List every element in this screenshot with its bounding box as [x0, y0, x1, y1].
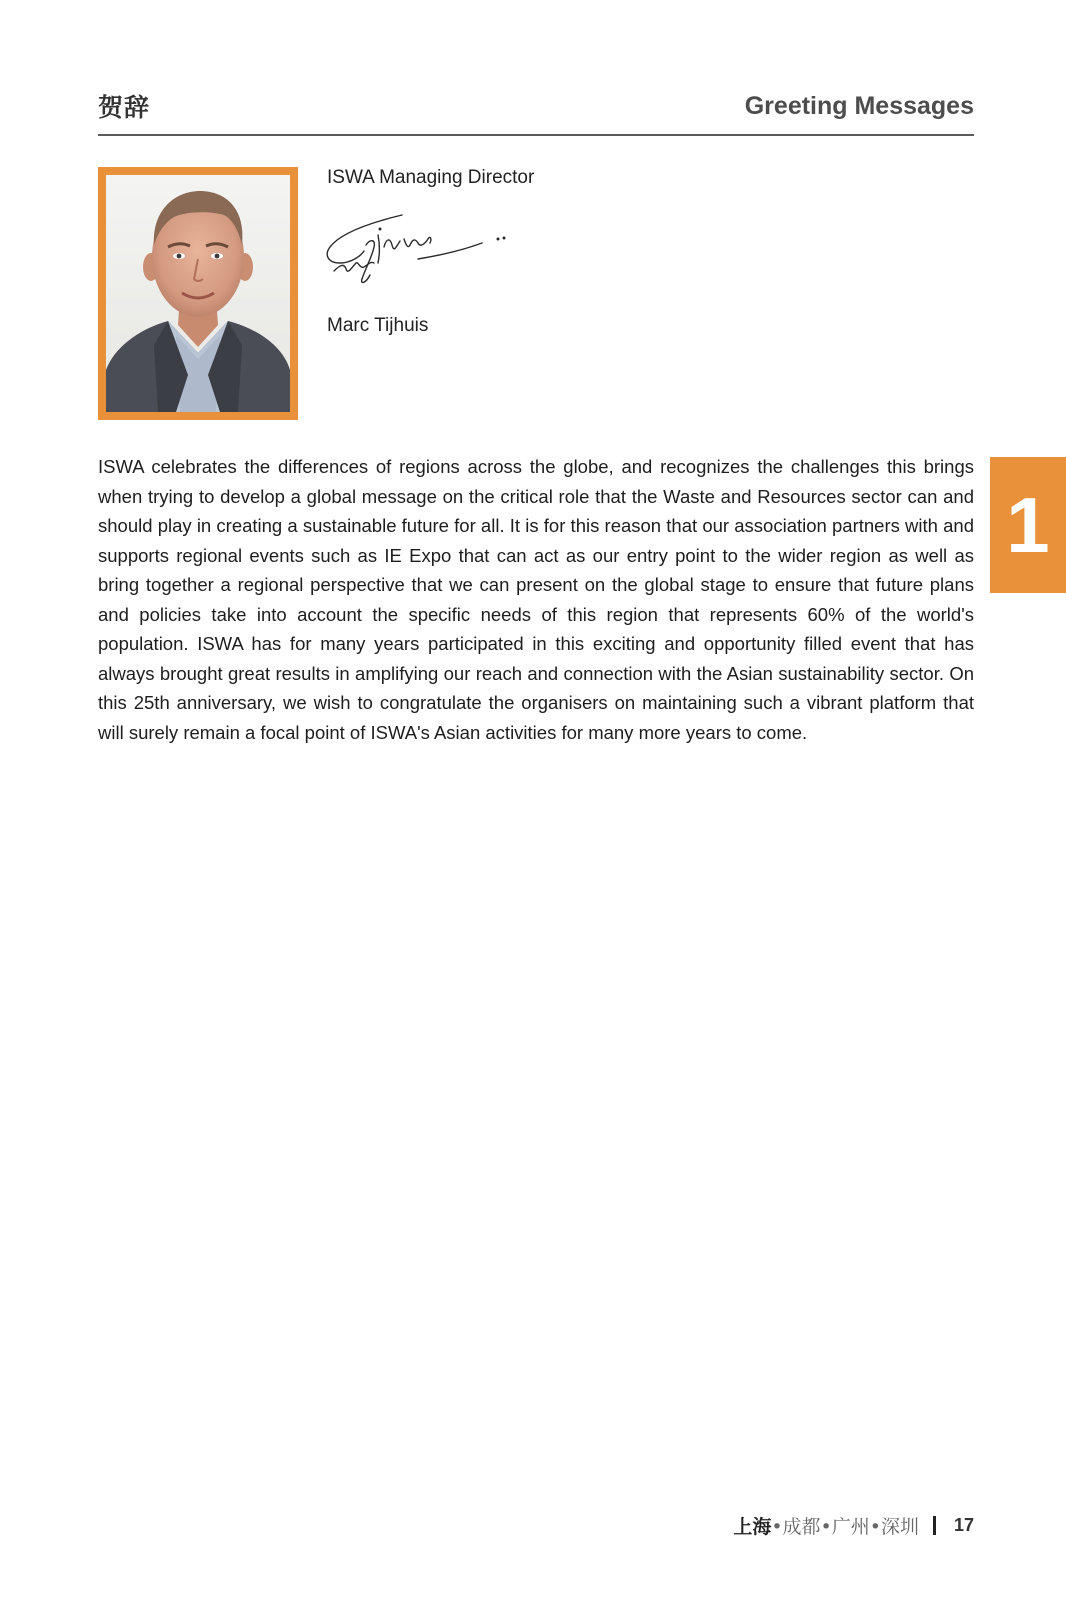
header-title-chinese: 贺辞 — [98, 93, 151, 122]
handwritten-signature — [322, 205, 522, 297]
chapter-number: 1 — [1006, 480, 1050, 569]
footer-city-primary: 上海 — [733, 1516, 772, 1538]
signatory-role: ISWA Managing Director — [327, 167, 535, 188]
header-title-english: Greeting Messages — [744, 92, 974, 120]
portrait-photo — [98, 167, 298, 420]
page-footer — [733, 1512, 974, 1539]
footer-cities: •成都•广州•深圳 — [771, 1516, 919, 1538]
portrait-illustration — [106, 175, 290, 412]
header-divider — [98, 134, 974, 136]
greeting-paragraph: ISWA celebrates the differences of regions across the globe, and recognizes the challenges this brings when trying to develop a global message on the critical role that the Waste and Resources sector can and should play in creating a sustainable future for all. It is for this reason that our association partners with and supports regional events such as IE Expo that can act as our entry point to the wider region as well as bring together a regional perspective that we can present on the global stage to ensure that future plans and policies take into account the specific needs of this region that represents 60% of the world's population. ISWA has for many years participated in this exciting and opportunity filled event that has always brought great results in amplifying our reach and connection with the Asian sustainability sector. On this 25th anniversary, we wish to congratulate the organisers on maintaining such a vibrant platform that will surely remain a focal point of ISWA's Asian activities for many more years to come. — [98, 456, 974, 743]
signatory-name: Marc Tijhuis — [327, 315, 429, 336]
chapter-tab — [990, 457, 1066, 593]
page-number: 17 — [953, 1515, 974, 1535]
footer-divider — [933, 1516, 936, 1535]
